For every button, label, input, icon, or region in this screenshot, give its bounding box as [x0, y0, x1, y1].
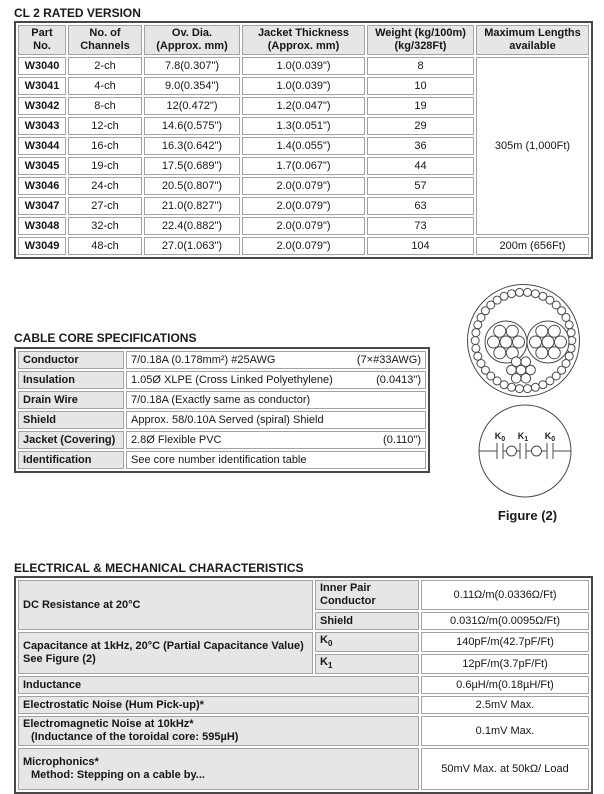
jacket-cell: 2.0(0.079"): [242, 217, 365, 235]
channels-cell: 19-ch: [68, 157, 142, 175]
table-row: [18, 632, 589, 652]
dia-cell: 7.8(0.307"): [144, 57, 240, 75]
figure-caption: Figure (2): [497, 508, 558, 523]
part-no-cell: W3048: [18, 217, 66, 235]
channels-cell: 16-ch: [68, 137, 142, 155]
part-no-cell: W3049: [18, 237, 66, 255]
table-row: [18, 411, 426, 429]
dia-cell: 27.0(1.063"): [144, 237, 240, 255]
figure-2: [455, 280, 600, 523]
sub-label-shield: Shield: [315, 612, 419, 630]
value-cell: 2.5mV Max.: [421, 696, 589, 714]
dia-cell: 14.6(0.575"): [144, 117, 240, 135]
channels-cell: 48-ch: [68, 237, 142, 255]
dia-cell: 21.0(0.827"): [144, 197, 240, 215]
max-length-group-cell: 305m (1,000Ft): [476, 57, 589, 235]
spec-label-insulation: Insulation: [18, 371, 124, 389]
table-header-row: [18, 25, 589, 55]
jacket-cell: 1.0(0.039"): [242, 57, 365, 75]
elec-section-title: ELECTRICAL & MECHANICAL CHARACTERISTICS: [14, 561, 304, 575]
channels-cell: 27-ch: [68, 197, 142, 215]
value-cell: 50mV Max. at 50kΩ/ Load: [421, 748, 589, 790]
value-cell: 12pF/m(3.7pF/Ft): [421, 654, 589, 674]
spec-value: See core number identification table: [126, 451, 426, 469]
channels-cell: 2-ch: [68, 57, 142, 75]
col-header-ov-dia: Ov. Dia. (Approx. mm): [144, 25, 240, 55]
row-label-electrostatic-noise: Electrostatic Noise (Hum Pick-up)*: [18, 696, 419, 714]
weight-cell: 57: [367, 177, 474, 195]
sub-label-k1: $K_1$: [315, 654, 419, 674]
part-no-cell: W3040: [18, 57, 66, 75]
value-cell: 0.11Ω/m(0.0336Ω/Ft): [421, 580, 589, 610]
row-label-microphonics: Microphonics* Method: Stepping on a cable by...: [18, 748, 419, 790]
value-cell: 140pF/m(42.7pF/Ft): [421, 632, 589, 652]
jacket-cell: 2.0(0.079"): [242, 237, 365, 255]
col-header-part-no: Part No.: [18, 25, 66, 55]
part-no-cell: W3043: [18, 117, 66, 135]
channels-cell: 8-ch: [68, 97, 142, 115]
jacket-cell: 2.0(0.079"): [242, 177, 365, 195]
part-no-cell: W3044: [18, 137, 66, 155]
jacket-cell: 1.2(0.047"): [242, 97, 365, 115]
table-row: [18, 57, 589, 75]
col-header-jacket-thickness: Jacket Thickness (Approx. mm): [242, 25, 365, 55]
dia-cell: 22.4(0.882"): [144, 217, 240, 235]
sub-label-inner-pair: Inner Pair Conductor: [315, 580, 419, 610]
channels-cell: 24-ch: [68, 177, 142, 195]
spec-value: Approx. 58/0.10A Served (spiral) Shield: [126, 411, 426, 429]
row-label-dc-resistance: DC Resistance at 20°C: [18, 580, 313, 630]
value-cell: 0.6µH/m(0.18µH/Ft): [421, 676, 589, 694]
part-no-cell: W3046: [18, 177, 66, 195]
weight-cell: 8: [367, 57, 474, 75]
core-section-title: CABLE CORE SPECIFICATIONS: [14, 331, 197, 345]
col-header-channels: No. of Channels: [68, 25, 142, 55]
jacket-cell: 1.0(0.039"): [242, 77, 365, 95]
part-no-cell: W3042: [18, 97, 66, 115]
table-row: [18, 748, 589, 790]
k0-label-left: $K_0$: [494, 431, 506, 443]
table-row: [18, 371, 426, 389]
dia-cell: 9.0(0.354"): [144, 77, 240, 95]
spec-label-shield: Shield: [18, 411, 124, 429]
capacitance-labels: [495, 431, 556, 443]
spec-label-conductor: Conductor: [18, 351, 124, 369]
weight-cell: 29: [367, 117, 474, 135]
weight-cell: 104: [367, 237, 474, 255]
row-label-capacitance: Capacitance at 1kHz, 20°C (Partial Capacitance Value) See Figure (2): [18, 632, 313, 674]
capacitance-schematic-diagram: [479, 405, 571, 497]
channels-cell: 32-ch: [68, 217, 142, 235]
spec-label-identification: Identification: [18, 451, 124, 469]
sub-label-k0: $K_0$: [315, 632, 419, 652]
cable-diagram: [455, 280, 600, 506]
col-header-max-lengths: Maximum Lengths available: [476, 25, 589, 55]
electrical-characteristics-table: [14, 576, 593, 794]
part-no-cell: W3045: [18, 157, 66, 175]
cable-core-table: [14, 347, 430, 473]
dia-cell: 16.3(0.642"): [144, 137, 240, 155]
table-row: [18, 431, 426, 449]
table-row: [18, 351, 426, 369]
spec-value: 7/0.18A (Exactly same as conductor): [126, 391, 426, 409]
spec-value: 2.8Ø Flexible PVC (0.110"): [126, 431, 426, 449]
dia-cell: 12(0.472"): [144, 97, 240, 115]
dia-cell: 20.5(0.807"): [144, 177, 240, 195]
spec-value: 1.05Ø XLPE (Cross Linked Polyethylene) (0.0413"): [126, 371, 426, 389]
col-header-weight: Weight (kg/100m) (kg/328Ft): [367, 25, 474, 55]
cable-cross-section-diagram: [468, 285, 580, 397]
table-row: [18, 391, 426, 409]
conductor-node-right: [532, 446, 542, 456]
spec-label-jacket: Jacket (Covering): [18, 431, 124, 449]
part-no-cell: W3041: [18, 77, 66, 95]
table-row: [18, 237, 589, 255]
row-label-electromagnetic-noise: Electromagnetic Noise at 10kHz* (Inductance of the toroidal core: 595µH): [18, 716, 419, 746]
cl2-section-title: CL 2 RATED VERSION: [14, 6, 141, 20]
value-cell: 0.031Ω/m(0.0095Ω/Ft): [421, 612, 589, 630]
channels-cell: 12-ch: [68, 117, 142, 135]
jacket-cell: 1.7(0.067"): [242, 157, 365, 175]
k0-label-right: $K_0$: [544, 431, 556, 443]
cl2-rated-table: [14, 21, 593, 259]
weight-cell: 63: [367, 197, 474, 215]
max-length-last-cell: 200m (656Ft): [476, 237, 589, 255]
weight-cell: 73: [367, 217, 474, 235]
jacket-cell: 1.3(0.051"): [242, 117, 365, 135]
spec-label-drain-wire: Drain Wire: [18, 391, 124, 409]
jacket-cell: 1.4(0.055"): [242, 137, 365, 155]
part-no-cell: W3047: [18, 197, 66, 215]
value-cell: 0.1mV Max.: [421, 716, 589, 746]
table-row: [18, 451, 426, 469]
k1-label: $K_1$: [517, 431, 529, 443]
table-row: [18, 676, 589, 694]
table-row: [18, 696, 589, 714]
conductor-node-left: [507, 446, 517, 456]
table-row: [18, 580, 589, 610]
spec-value: 7/0.18A (0.178mm²) #25AWG (7×#33AWG): [126, 351, 426, 369]
weight-cell: 19: [367, 97, 474, 115]
weight-cell: 44: [367, 157, 474, 175]
dia-cell: 17.5(0.689"): [144, 157, 240, 175]
weight-cell: 36: [367, 137, 474, 155]
weight-cell: 10: [367, 77, 474, 95]
channels-cell: 4-ch: [68, 77, 142, 95]
table-row: [18, 716, 589, 746]
row-label-inductance: Inductance: [18, 676, 419, 694]
jacket-cell: 2.0(0.079"): [242, 197, 365, 215]
